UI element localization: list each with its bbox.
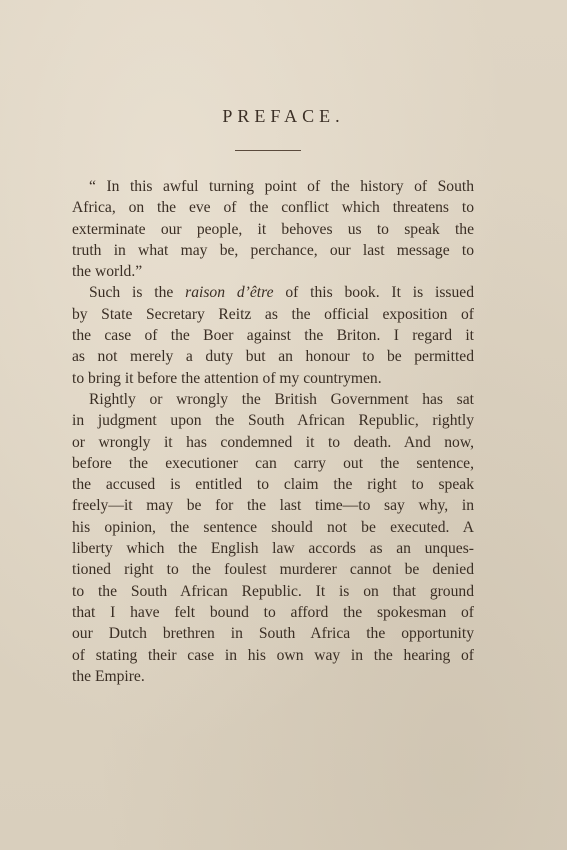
text-line: the case of the Boer against the Briton. I regard it xyxy=(72,327,474,345)
text-line: Rightly or wrongly the British Government has sat xyxy=(89,390,474,408)
paragraph-2 xyxy=(72,282,474,388)
text-line: to bring it before the attention of my countrymen. xyxy=(72,369,382,387)
text-line: in judgment upon the South African Republic, rightly xyxy=(72,412,474,430)
text-line: our Dutch brethren in South Africa the opportunity xyxy=(72,625,474,643)
page-title: PREFACE. xyxy=(222,106,345,126)
italic-phrase: raison d’être xyxy=(185,284,274,302)
text-line: Such is the raison d’être of this book. It is issued xyxy=(89,284,474,302)
text-line: the accused is entitled to claim the right to speak xyxy=(72,476,474,494)
text-line: exterminate our people, it behoves us to speak the xyxy=(72,220,474,238)
text-line: truth in what may be, perchance, our last message to xyxy=(72,241,474,259)
text-line: as not merely a duty but an honour to be permitted xyxy=(72,348,474,366)
text-line: “ In this awful turning point of the history of South xyxy=(89,178,474,195)
text-line: his opinion, the sentence should not be executed. A xyxy=(72,518,474,536)
text-line: Africa, on the eve of the conflict which threatens to xyxy=(72,199,474,217)
text-line: the world.” xyxy=(72,263,143,281)
text-line: tioned right to the foulest murderer cannot be denied xyxy=(72,561,474,579)
paragraph-3 xyxy=(72,389,474,687)
preface-body xyxy=(72,176,474,687)
text-line: freely—it may be for the last time—to say why, in xyxy=(72,497,474,515)
text-line: the Empire. xyxy=(72,667,145,685)
text-line: to the South African Republic. It is on that ground xyxy=(72,582,474,600)
paragraph-1 xyxy=(72,176,474,282)
title-divider-rule xyxy=(235,150,301,151)
text-line: of stating their case in his own way in the hearing of xyxy=(72,646,474,664)
text-line: or wrongly it has condemned it to death. And now, xyxy=(72,433,474,451)
text-line: liberty which the English law accords as an unques- xyxy=(72,540,474,558)
text-line: before the executioner can carry out the sentence, xyxy=(72,454,474,472)
text-line: that I have felt bound to afford the spokesman of xyxy=(72,603,474,621)
text-line: by State Secretary Reitz as the official exposition of xyxy=(72,305,474,323)
